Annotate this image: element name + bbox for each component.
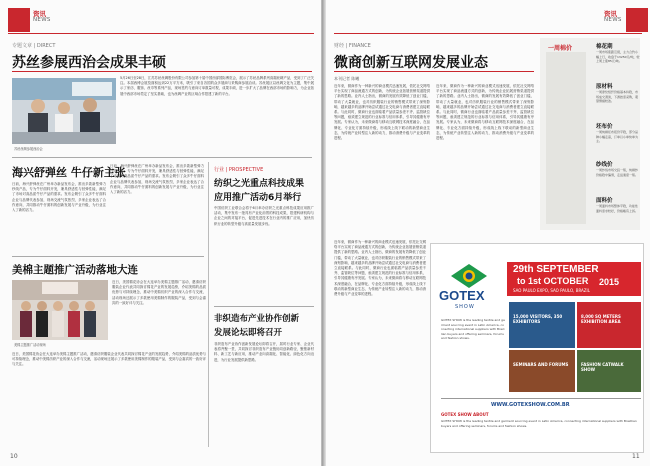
main-story-body-col3: 近年来，微商作为一种新兴的商业模式迅速发展，依托社交网络平台实现了商品流通方式的创新，为传统企业拓展营销渠道提供了新的思路。业内人士指出，微商的发展有效降低了创业门槛，带动了大量就业，也对纺织服装行业的销售模式带来了深刻影响，越来越多的品牌开始尝试通过社交电商与消费者建立直接联系。与此同时，微商行业也面临着产品质量参差不齐、监管缺位等问题，亟须建立规范的行业标准与信用体系，引导其健康有序发展。专家认为，未来微商将与移动互联网技术深度融合，在品牌化、专业化方面持续升级，形成线上线下联动的新型商业生态，为传统产业转型注入新的动力，推动消费升级与产业变革的进程。 xyxy=(334,240,426,297)
ad-stat: FASHION CATWALK SHOW xyxy=(581,362,624,372)
ad-right-text: GOTEX SHOW is the leading textile and garment sourcing event in Latin America, connecting international suppliers with Brazilian buyers and offering seminars, forums and fashion shows. xyxy=(441,419,637,428)
section-label-right: 资讯 xyxy=(604,10,617,18)
sidebar-item-title: 原材料 xyxy=(596,84,613,90)
sidebar-item-title: 纱线价 xyxy=(596,162,613,168)
story-headline: 苏丝参展西治会成果丰硕 xyxy=(12,55,166,71)
story5-headline-2: 发展论坛即将召开 xyxy=(214,328,283,338)
ad-right-heading: GOTEX SHOW ABOUT xyxy=(441,412,489,417)
page-number: 10 xyxy=(10,453,18,460)
sidebar-item-text: 一周面料市场整体平稳，功能性面料需求较好，价格略有上扬。 xyxy=(596,204,639,213)
ad-brand-sub: SHOW xyxy=(455,304,475,310)
story2-headline: 海兴舒弹丝 牛仔新主张 xyxy=(12,166,126,179)
story4-body: 中国纺织工业联合会将于6月举办纺织之光重点科技成果应用推广活动，集中发布一批具有产业化前景的科技成果，搭建科研机构与企业之间的对接平台，促进先进技术在行业内的推广应用，加快纺织行业的转型升级与高质量发展步伐。 xyxy=(214,206,314,226)
divider xyxy=(12,256,204,257)
story4-headline-1: 纺织之光重点科技成果 xyxy=(214,179,305,189)
header-rule xyxy=(8,33,314,34)
gotex-advertisement[interactable] xyxy=(430,243,644,453)
main-story-byline: 本刊记者 陈曦 xyxy=(334,76,360,81)
divider xyxy=(214,306,314,307)
sidebar-item-text: 一周涤纶短纤价格基本持稳，市场成交清淡，下游按需采购，观望情绪较浓。 xyxy=(596,90,639,104)
story4-headline-2: 应用推广活动6月举行 xyxy=(214,193,302,203)
section-label: 资讯 xyxy=(33,10,46,18)
main-story-headline: 微商创新互联网发展业态 xyxy=(334,55,488,71)
story5-body: 非织造布产业协作创新发展论坛即将召开，届时行业专家、企业代表将齐聚一堂，共同探讨非织造布产业链协同创新路径，聚焦新材料、新工艺与新应用，推动产业向高端化、智能化、绿色化方向迈进，为行业发展提供新思路。 xyxy=(214,342,314,362)
story4-category: 行业 | PROSPECTIVE xyxy=(214,167,264,173)
ad-dates-1: 29th SEPTEMBER xyxy=(513,264,599,275)
photo-caption: 美棉主题推广活动现场 xyxy=(14,343,46,347)
ad-contact-block: GOTEX SHOW is the leading textile and garment sourcing event in Latin America, connecting international suppliers with Brazilian buyers and offering seminars, forums and fashion shows. xyxy=(441,318,505,341)
divider xyxy=(12,157,312,158)
ad-top-strip xyxy=(431,244,644,258)
ad-website[interactable]: WWW.GOTEXSHOW.COM.BR xyxy=(491,402,570,408)
sidebar-item-title: 坯布价 xyxy=(596,124,613,130)
section-label-en-right: NEWS xyxy=(604,17,622,23)
column-divider xyxy=(208,162,209,447)
section-label-en: NEWS xyxy=(33,17,51,23)
sidebar-panel xyxy=(546,52,586,224)
event-photo xyxy=(12,280,108,340)
story2-body: 日前，海兴舒弹丝在广州举办新品发布会，推出多款新型弹力纱线产品，专为牛仔面料开发，兼具舒适性与回弹性能，满足了市场对高品质牛仔产品的需求。发布会吸引了众多牛仔面料企业与品牌代表参加，现场交流气氛热烈，多家企业表达了合作意向，共同推动牛仔面料的创新发展与产业升级，为行业注入了新的活力。 xyxy=(12,182,106,213)
page-number-right: 11 xyxy=(632,453,640,460)
story-body: 5月26日至28日，江苏苏丝丝绸股份有限公司参加第十届中国西部国际博览会，展示了苏丝品牌系列高端丝绸产品，受到了广泛关注。本届西博会展览面积达到22万平方米，吸引了来自各国的众多展商与采购商参展洽谈。苏丝展区以丝绸文化为主题，集中展示了家纺、服饰、丝巾等系列产品，现场签约与意向订单数量可观，成果丰硕，进一步扩大了品牌在西部市场的影响力，为企业拓展中西部市场奠定了坚实基础，也为丝绸产业的区域合作搭建了新的平台。 xyxy=(120,76,314,96)
ad-stat: SEMINARS AND FORUMS xyxy=(513,362,569,367)
section-badge-right xyxy=(626,8,648,32)
header-rule-right xyxy=(334,33,642,34)
main-story-body-col2: 近年来，微商作为一种新兴的商业模式迅速发展，依托社交网络平台实现了商品流通方式的创新，为传统企业拓展营销渠道提供了新的思路。业内人士指出，微商的发展有效降低了创业门槛，带动了大量就业，也对纺织服装行业的销售模式带来了深刻影响，越来越多的品牌开始尝试通过社交电商与消费者建立直接联系。与此同时，微商行业也面临着产品质量参差不齐、监管缺位等问题，亟须建立规范的行业标准与信用体系，引导其健康有序发展。专家认为，未来微商将与移动互联网技术深度融合，在品牌化、专业化方面持续升级，形成线上线下联动的新型商业生态，为传统产业转型注入新的动力，推动消费升级与产业变革的进程。 xyxy=(436,84,534,141)
sidebar-item-text: 一周纱线市场交投一般，纯棉纱价格稳中偏弱，走货速度一般。 xyxy=(596,168,639,177)
story3-headline: 美棉主题推广活动落地大连 xyxy=(12,264,138,276)
photo-caption: 苏丝丝绸参展西治会 xyxy=(14,147,43,151)
ad-tile xyxy=(577,302,641,348)
story3-body-more: 近日，美国棉花协会在大连举办美棉主题推广活动，邀请纺织服装企业代表共同探讨棉花产业的发展趋势，介绍美棉的品质优势与可持续理念，推动中美棉纺织产业的深入合作与交流，活动现场还展示了多款使用美棉制作的服装产品，受到与会嘉宾的一致好评与关注。 xyxy=(12,352,206,367)
main-headline-rule xyxy=(334,71,534,72)
story3-body: 近日，美国棉花协会在大连举办美棉主题推广活动，邀请纺织服装企业代表共同探讨棉花产业的发展趋势，介绍美棉的品质优势与可持续理念，推动中美棉纺织产业的深入合作与交流，活动现场还展示了多款使用美棉制作的服装产品，受到与会嘉宾的一致好评与关注。 xyxy=(112,280,206,305)
story5-headline-1: 非织造布产业协作创新 xyxy=(214,314,300,324)
sidebar-title: 一周棉价 xyxy=(548,45,573,52)
sidebar-item-title: 面料价 xyxy=(596,198,613,204)
story-category: 专题文章 | DIRECT xyxy=(12,43,56,49)
sidebar-item-title: 棉花期 xyxy=(596,44,613,50)
left-page xyxy=(0,0,322,466)
section-badge xyxy=(8,8,30,32)
headline-rule xyxy=(12,71,312,72)
expo-photo xyxy=(12,78,116,144)
ad-divider xyxy=(441,398,641,399)
sidebar-item-text: 一周纯棉坯布报价平稳，部分品种小幅走高，订单以小单快单为主。 xyxy=(596,130,639,144)
ad-tile xyxy=(509,350,575,392)
ad-year: 2015 xyxy=(599,277,620,287)
ad-stat: 8,000 SQ METERS EXHIBITION AREA xyxy=(581,314,621,324)
ad-venue: SAO PAULO EXPO, SAO PAULO, BRAZIL xyxy=(513,288,590,293)
story2-body-col2: 日前，海兴舒弹丝在广州举办新品发布会，推出多款新型弹力纱线产品，专为牛仔面料开发，兼具舒适性与回弹性能，满足了市场对高品质牛仔产品的需求。发布会吸引了众多牛仔面料企业与品牌代表参加，现场交流气氛热烈，多家企业表达了合作意向，共同推动牛仔面料的创新发展与产业升级，为行业注入了新的活力。 xyxy=(110,164,204,195)
ad-stat: 15,000 VISITORS, 350 EXHIBITORS xyxy=(513,314,563,324)
main-story-category: 财经 | FINANCE xyxy=(334,43,371,49)
ad-dates-2: to 1st OCTOBER xyxy=(517,276,589,286)
ad-tile xyxy=(509,302,575,348)
sidebar-item-text: 一周市场涨跌互现，主力合约小幅上行，收盘于13250元/吨，较上周上涨85元/吨。 xyxy=(596,50,640,64)
ad-brand: GOTEX xyxy=(439,288,485,303)
main-story-body-col1: 近年来，微商作为一种新兴的商业模式迅速发展，依托社交网络平台实现了商品流通方式的创新，为传统企业拓展营销渠道提供了新的思路。业内人士指出，微商的发展有效降低了创业门槛，带动了大量就业，也对纺织服装行业的销售模式带来了深刻影响，越来越多的品牌开始尝试通过社交电商与消费者建立直接联系。与此同时，微商行业也面临着产品质量参差不齐、监管缺位等问题，亟须建立规范的行业标准与信用体系，引导其健康有序发展。专家认为，未来微商将与移动互联网技术深度融合，在品牌化、专业化方面持续升级，形成线上线下联动的新型商业生态，为传统产业转型注入新的动力，推动消费升级与产业变革的进程。 xyxy=(334,84,430,141)
